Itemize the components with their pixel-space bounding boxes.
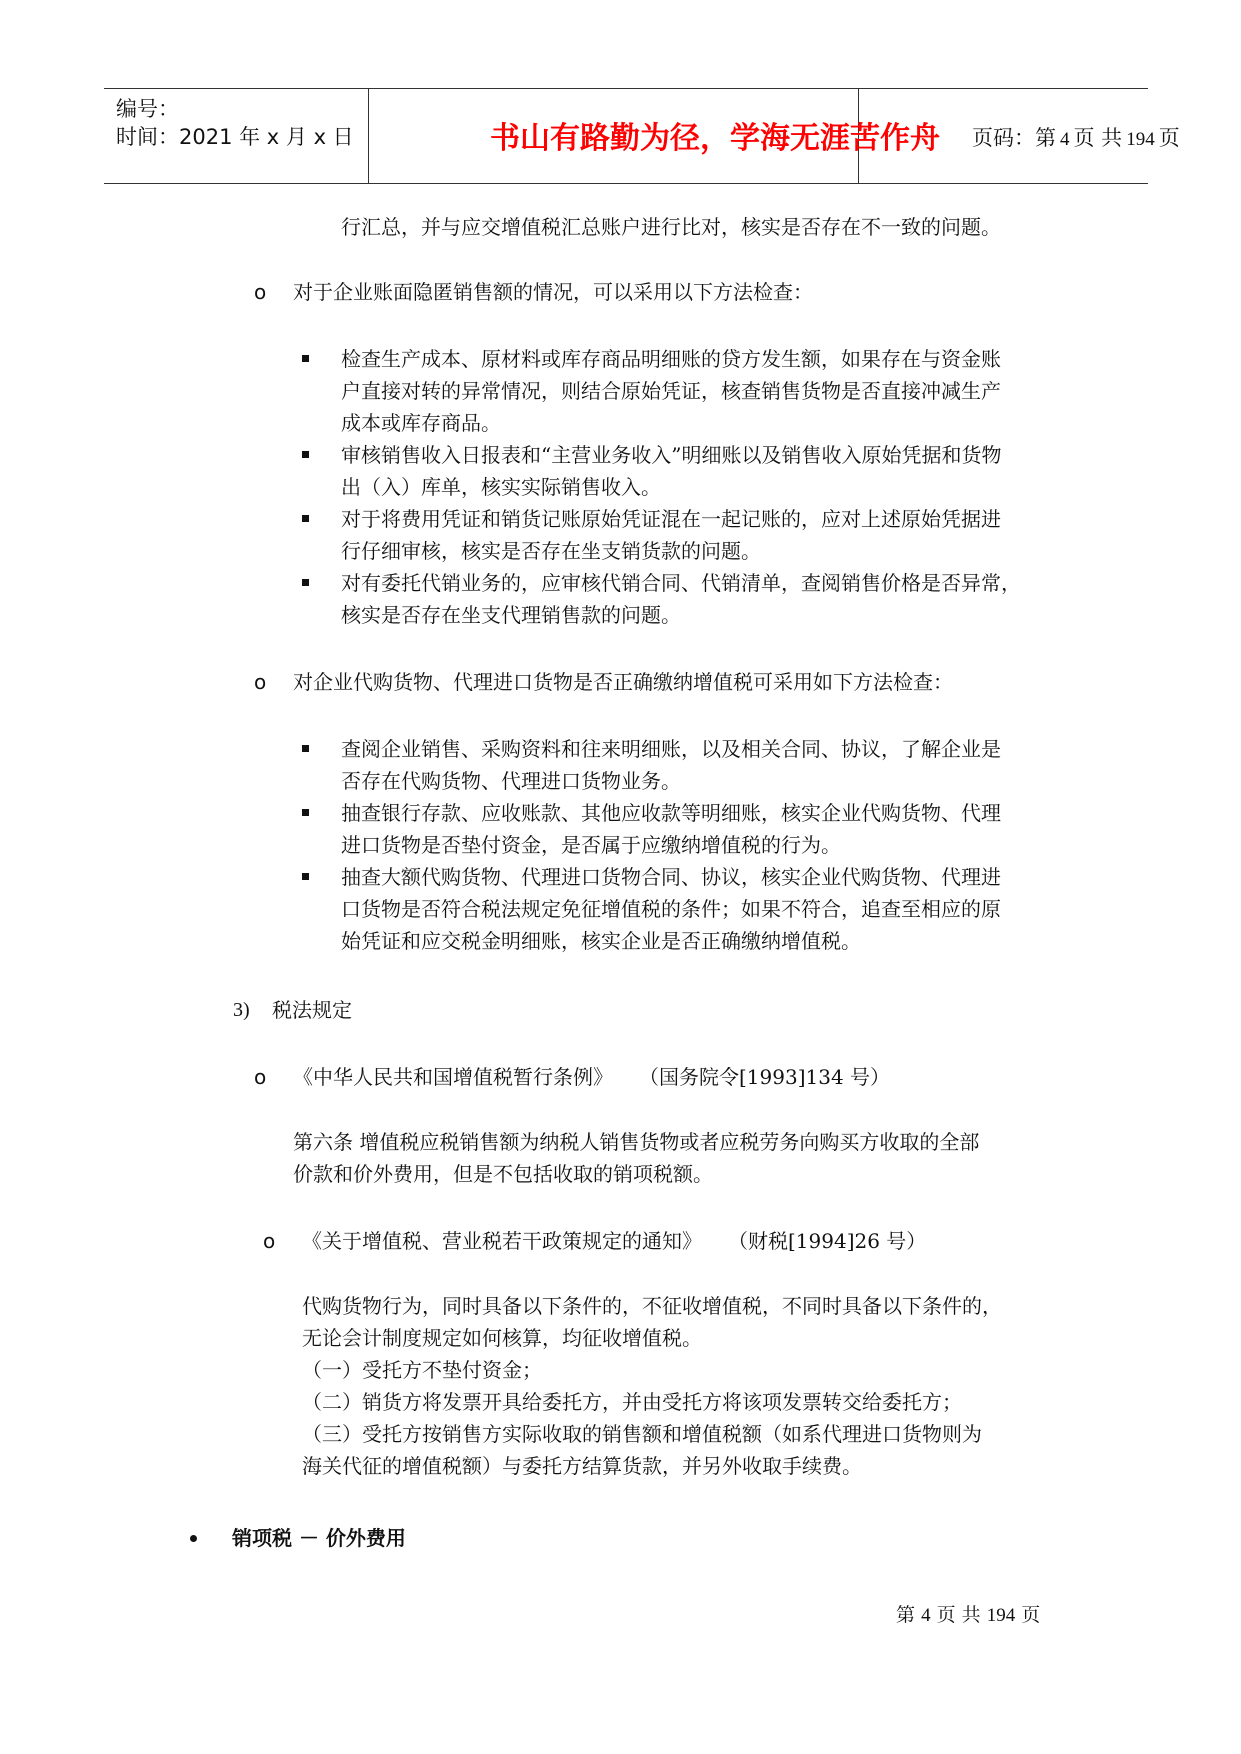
section-a-item-3-line-1: 对于将费用凭证和销货记账原始凭证混在一起记账的，应对上述原始凭据进 [341,507,1001,531]
footer-prefix: 第 [896,1604,916,1626]
law-1-text-line-2: 价款和价外费用，但是不包括收取的销项税额。 [293,1162,713,1186]
section-3-number: 3) [233,999,250,1021]
section-a-item-2-line-1: 审核销售收入日报表和“主营业务收入”明细账以及销售收入原始凭据和货物 [341,443,1002,467]
filled-circle-bullet-icon [190,1535,197,1542]
section-a-item-2-line-2: 出（入）库单，核实实际销售收入。 [341,475,661,499]
square-bullet-icon [302,809,309,816]
square-bullet-icon [302,745,309,752]
law-1-text-line-1: 第六条 增值税应税销售额为纳税人销售货物或者应税劳务向购买方收取的全部 [293,1130,980,1154]
header-time-label: 时间：2021 年 x 月 x 日 [116,125,354,149]
hollow-circle-bullet-icon: o [263,1229,276,1253]
law-2-text-line-1: 代购货物行为，同时具备以下条件的，不征收增值税，不同时具备以下条件的， [302,1294,1002,1318]
law-2-text-line-2: 无论会计制度规定如何核算，均征收增值税。 [302,1326,702,1350]
law-2-text-line-4: （二）销货方将发票开具给委托方，并由受托方将该项发票转交给委托方； [302,1390,962,1414]
page-header [104,88,1180,184]
square-bullet-icon [302,515,309,522]
footer-page-current: 4 [921,1605,931,1626]
header-page-suffix: 页 [1158,126,1180,150]
intro-line: 行汇总，并与应交增值税汇总账户进行比对，核实是否存在不一致的问题。 [341,215,1001,239]
square-bullet-icon [302,579,309,586]
section-a-item-1-line-3: 成本或库存商品。 [341,411,501,435]
section-heading: 销项税 － 价外费用 [232,1526,406,1550]
law-2-text-line-6: 海关代征的增值税额）与委托方结算货款，并另外收取手续费。 [302,1454,862,1478]
section-a-item-1-line-1: 检查生产成本、原材料或库存商品明细账的贷方发生额，如果存在与资金账 [341,347,1001,371]
section-3-title: 税法规定 [272,998,352,1022]
footer-page-total: 194 [986,1605,1016,1626]
hollow-circle-bullet-icon: o [254,670,267,694]
section-a-item-4-line-1: 对有委托代销业务的，应审核代销合同、代销清单，查阅销售价格是否异常， [341,571,1021,595]
square-bullet-icon [302,355,309,362]
section-b-item-2-line-2: 进口货物是否垫付资金，是否属于应缴纳增值税的行为。 [341,833,841,857]
law-1-ref: （国务院令[1993]134 号） [639,1065,891,1089]
law-2-name: 《关于增值税、营业税若干政策规定的通知》 [302,1229,702,1253]
header-divider-1 [368,89,369,183]
law-2-title [302,1225,926,1257]
law-2-ref: （财税[1994]26 号） [728,1229,927,1253]
square-bullet-icon [302,873,309,880]
law-2-text-line-3: （一）受托方不垫付资金； [302,1358,542,1382]
section-b-item-3-line-1: 抽查大额代购货物、代理进口货物合同、协议，核实企业代购货物、代理进 [341,865,1001,889]
page-footer [896,1600,1040,1627]
header-page-prefix: 页码：第 [972,126,1056,150]
footer-mid: 页 共 [936,1604,981,1626]
hollow-circle-bullet-icon: o [254,280,267,304]
section-b-item-3-line-2: 口货物是否符合税法规定免征增值税的条件；如果不符合，追查至相应的原 [341,897,1001,921]
law-1-title [293,1061,890,1093]
hollow-circle-bullet-icon: o [254,1065,267,1089]
square-bullet-icon [302,451,309,458]
footer-suffix: 页 [1021,1604,1041,1626]
header-page-number [972,122,1180,152]
section-b-item-3-line-3: 始凭证和应交税金明细账，核实企业是否正确缴纳增值税。 [341,929,861,953]
header-number-label: 编号： [116,97,179,121]
section-b-item-1-line-2: 否存在代购货物、代理进口货物业务。 [341,769,681,793]
section-a-title: 对于企业账面隐匿销售额的情况，可以采用以下方法检查： [293,280,813,304]
section-a-item-3-line-2: 行仔细审核，核实是否存在坐支销货款的问题。 [341,539,761,563]
header-motto: 书山有路勤为径，学海无涯苦作舟 [490,121,940,156]
section-a-item-4-line-2: 核实是否存在坐支代理销售款的问题。 [341,603,681,627]
section-b-item-1-line-1: 查阅企业销售、采购资料和往来明细账，以及相关合同、协议，了解企业是 [341,737,1001,761]
section-b-item-2-line-1: 抽查银行存款、应收账款、其他应收款等明细账，核实企业代购货物、代理 [341,801,1001,825]
header-meta [116,95,354,151]
law-1-name: 《中华人民共和国增值税暂行条例》 [293,1065,613,1089]
section-a-item-1-line-2: 户直接对转的异常情况，则结合原始凭证，核查销售货物是否直接冲减生产 [341,379,1001,403]
header-page-total: 194 [1126,129,1155,150]
header-page-current: 4 [1060,129,1070,150]
header-page-mid: 页 共 [1073,126,1123,150]
law-2-text-line-5: （三）受托方按销售方实际收取的销售额和增值税额（如系代理进口货物则为 [302,1422,982,1446]
section-b-title: 对企业代购货物、代理进口货物是否正确缴纳增值税可采用如下方法检查： [293,670,953,694]
